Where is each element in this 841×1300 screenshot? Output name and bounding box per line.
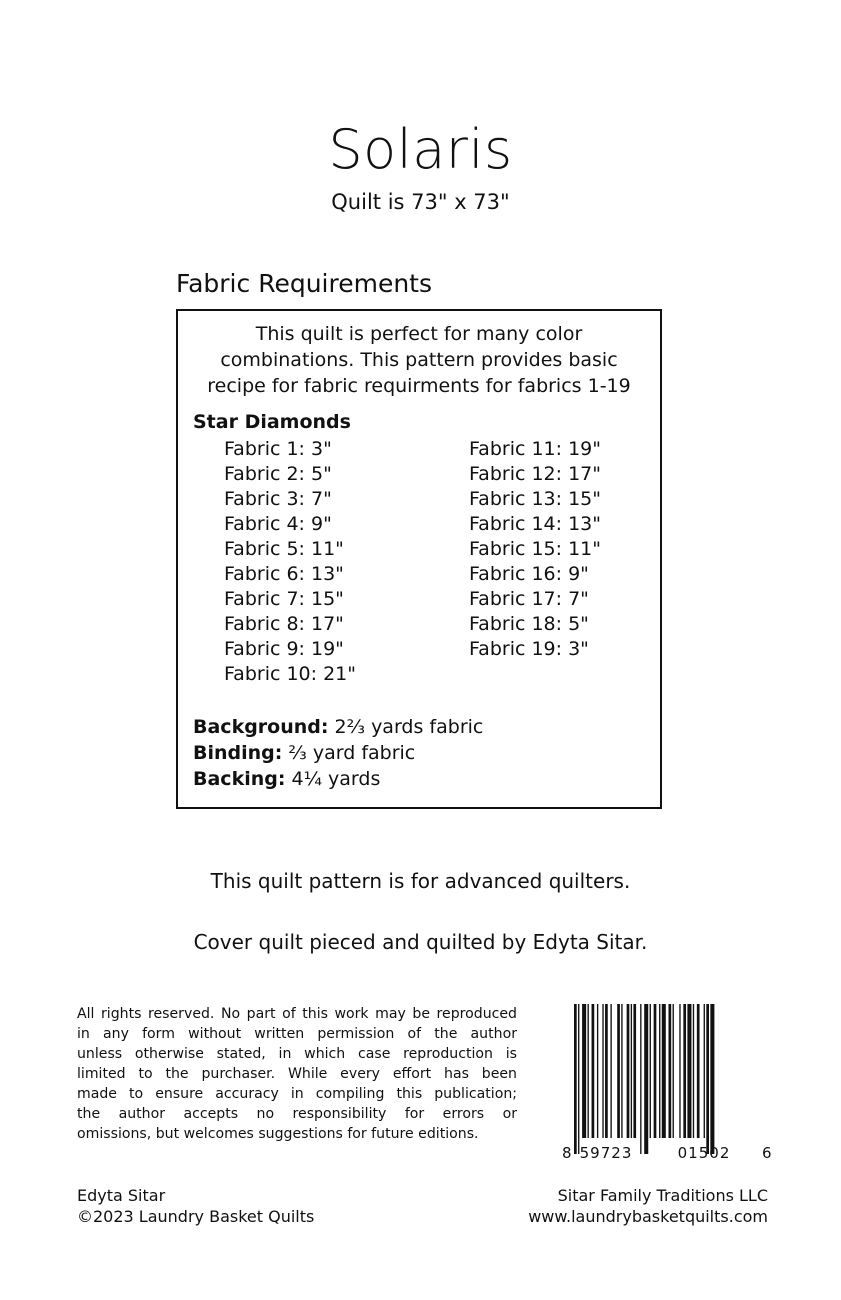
fabric-item: Fabric 12: 17"	[469, 463, 601, 485]
footer-company: Sitar Family Traditions LLC	[557, 1186, 768, 1205]
binding-requirement	[193, 742, 415, 764]
barcode-bar	[633, 1004, 636, 1138]
barcode	[562, 1004, 772, 1162]
barcode-bar	[704, 1004, 705, 1138]
barcode-bar	[640, 1004, 641, 1154]
barcode-digit-first: 8	[562, 1144, 572, 1162]
barcode-bar	[602, 1004, 603, 1138]
barcode-bar	[710, 1004, 714, 1154]
fabric-item: Fabric 4: 9"	[224, 513, 332, 535]
intro-line: recipe for fabric requirments for fabrics 1-19	[207, 375, 631, 397]
fabric-item: Fabric 15: 11"	[469, 538, 601, 560]
fabric-item: Fabric 5: 11"	[224, 538, 344, 560]
barcode-bar	[617, 1004, 620, 1138]
barcode-bar	[605, 1004, 608, 1138]
barcode-bar	[627, 1004, 630, 1138]
barcode-digits-right: 01502	[677, 1144, 731, 1162]
barcode-bar	[574, 1004, 577, 1154]
barcode-bar	[654, 1004, 657, 1138]
background-label: Background:	[193, 716, 329, 738]
barcode-bar	[693, 1004, 694, 1138]
fabric-item: Fabric 6: 13"	[224, 563, 344, 585]
legal-line: All rights reserved. No part of this work may be reproduced	[77, 1006, 517, 1022]
footer-author: Edyta Sitar	[77, 1186, 166, 1205]
fabric-item: Fabric 13: 15"	[469, 488, 601, 510]
legal-line: made to ensure accuracy in compiling this publication;	[77, 1086, 517, 1102]
barcode-bar	[610, 1004, 611, 1138]
barcode-bar	[578, 1004, 579, 1154]
barcode-bar	[687, 1004, 691, 1138]
fabric-item: Fabric 18: 5"	[469, 613, 589, 635]
legal-line: in any form without written permission of the author	[77, 1026, 517, 1042]
intro-line: combinations. This pattern provides basic	[220, 349, 618, 371]
fabric-item: Fabric 8: 17"	[224, 613, 344, 635]
legal-line: the author accepts no responsibility for errors or	[77, 1106, 517, 1122]
barcode-bar	[669, 1004, 672, 1138]
footer-website: www.laundrybasketquilts.com	[528, 1207, 768, 1226]
fabric-item: Fabric 7: 15"	[224, 588, 344, 610]
barcode-bar	[644, 1004, 648, 1154]
barcode-bar	[592, 1004, 595, 1138]
background-value: 2⅔ yards fabric	[328, 716, 484, 738]
pattern-title: Solaris	[328, 118, 513, 181]
barcode-bar	[659, 1004, 660, 1138]
footer-right	[528, 1185, 768, 1227]
binding-label: Binding:	[193, 742, 283, 764]
fabric-requirements-box	[176, 309, 662, 809]
legal-line: unless otherwise stated, in which case reproduction is	[77, 1046, 517, 1062]
fabric-item: Fabric 19: 3"	[469, 638, 589, 660]
backing-requirement	[193, 768, 380, 790]
cover-credit-note: Cover quilt pieced and quilted by Edyta Sitar.	[193, 930, 648, 954]
fabric-item: Fabric 1: 3"	[224, 438, 332, 460]
fabric-item: Fabric 14: 13"	[469, 513, 601, 535]
fabric-list-left	[224, 437, 356, 687]
footer-copyright: ©2023 Laundry Basket Quilts	[77, 1207, 315, 1226]
barcode-bar	[706, 1004, 709, 1154]
barcode-digit-last: 6	[762, 1144, 772, 1162]
fabric-requirements-heading: Fabric Requirements	[176, 269, 432, 298]
backing-value: 4¼ yards	[285, 768, 381, 790]
barcode-bar	[650, 1004, 651, 1138]
barcode-bar	[697, 1004, 700, 1138]
binding-value: ⅔ yard fabric	[282, 742, 416, 764]
legal-line: omissions, but welcomes suggestions for future editions.	[77, 1126, 479, 1142]
backing-label: Backing:	[193, 768, 286, 790]
quilt-size: Quilt is 73" x 73"	[331, 190, 510, 214]
barcode-bar	[662, 1004, 666, 1138]
intro-line: This quilt is perfect for many color	[255, 323, 583, 345]
barcode-bar	[621, 1004, 622, 1138]
fabric-item: Fabric 10: 21"	[224, 663, 356, 685]
fabric-list-right	[469, 437, 601, 662]
background-requirement	[193, 716, 483, 738]
fabric-item: Fabric 2: 5"	[224, 463, 332, 485]
legal-line: limited to the purchaser. While every effort has been	[77, 1066, 517, 1082]
star-diamonds-heading: Star Diamonds	[193, 411, 351, 433]
barcode-bar	[631, 1004, 632, 1138]
fabric-item: Fabric 9: 19"	[224, 638, 344, 660]
barcode-bar	[679, 1004, 680, 1138]
barcode-bars	[574, 1004, 714, 1154]
fabric-item: Fabric 11: 19"	[469, 438, 601, 460]
skill-level-note: This quilt pattern is for advanced quilters.	[210, 869, 631, 893]
barcode-digits-left: 59723	[579, 1144, 633, 1162]
copyright-notice	[77, 1004, 517, 1144]
fabric-item: Fabric 3: 7"	[224, 488, 332, 510]
requirements-intro	[178, 321, 660, 399]
barcode-bar	[597, 1004, 598, 1138]
barcode-bar	[588, 1004, 589, 1138]
barcode-bar	[683, 1004, 686, 1138]
barcode-bar	[673, 1004, 674, 1138]
barcode-bar	[582, 1004, 586, 1138]
footer-left	[77, 1185, 314, 1227]
fabric-item: Fabric 17: 7"	[469, 588, 589, 610]
fabric-item: Fabric 16: 9"	[469, 563, 589, 585]
